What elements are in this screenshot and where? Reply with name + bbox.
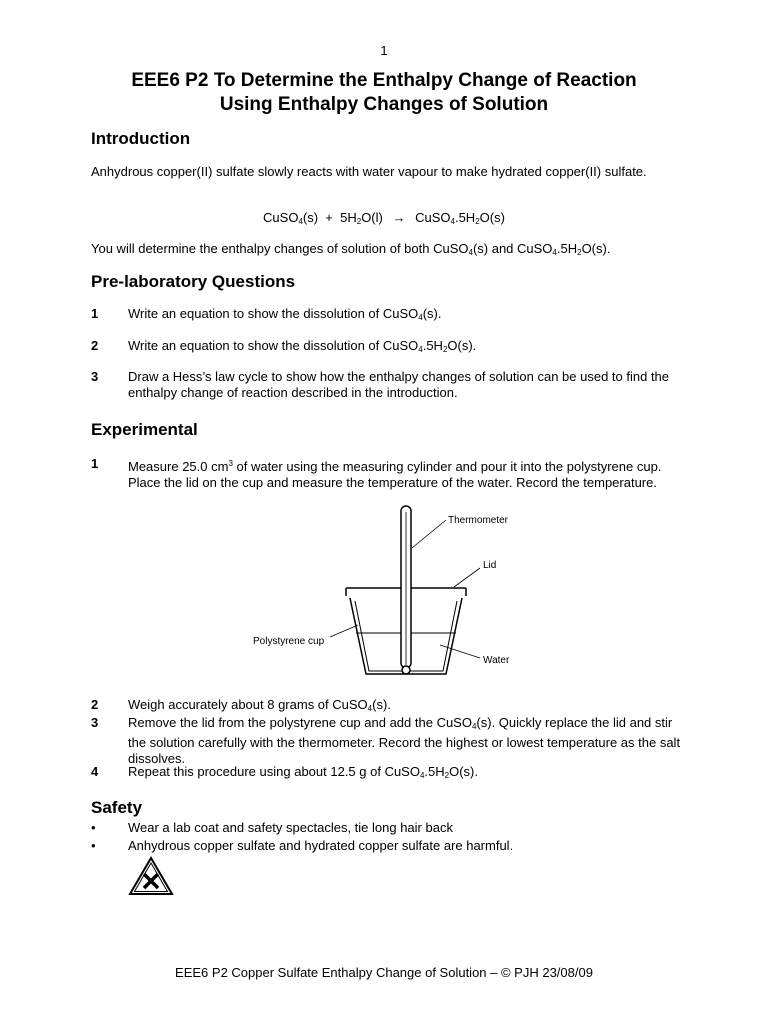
experimental-step-3: 3 Remove the lid from the polystyrene cup and add the CuSO$_4$(s). Quickly replace the lid and stir the solution carefully with the thermometer. Record the highest or lowest temperature as the salt dissolves. — [91, 715, 681, 766]
prelab-heading: Pre-laboratory Questions — [91, 272, 296, 291]
experimental-step-1: 1 Measure 25.0 $cm^3$ of water using the measuring cylinder and pour it into the polystyrene cup. Place the lid on the cup and measure the temperature of the water. Record the temperature. — [91, 456, 662, 490]
prelab-question-2: 2 Write an equation to show the dissolution of $CuSO_4.5H_2O(s)$. — [91, 338, 477, 354]
prelab-question-1: 1 Write an equation to show the dissolution of CuSO$_4$(s). — [91, 306, 442, 322]
title-line-1: EEE6 P2 To Determine the Enthalpy Change of Reaction — [131, 70, 637, 91]
safety-bullet-1: • Wear a lab coat and safety spectacles, tie long hair back — [91, 820, 453, 835]
page-number: 1 — [380, 43, 388, 58]
title-line-2: Using Enthalpy Changes of Solution — [219, 94, 549, 115]
right-arrow-icon: → — [392, 210, 406, 225]
apparatus-diagram — [250, 500, 530, 685]
label-polystyrene-cup: Polystyrene cup — [253, 636, 325, 647]
thermometer-bulb — [402, 666, 410, 674]
introduction-heading: Introduction — [91, 129, 191, 148]
experimental-step-2: 2 Weigh accurately about 8 grams of CuSO$_4$(s). — [91, 697, 391, 713]
label-thermometer: Thermometer — [448, 515, 509, 526]
experimental-heading: Experimental — [91, 420, 198, 439]
reaction-equation: CuSO$_4$(s) + $5H_2O(l)$ → $CuSO_4.5H_2O(s)$ — [263, 210, 505, 226]
harmful-hazard-icon — [128, 856, 174, 896]
page-footer: EEE6 P2 Copper Sulfate Enthalpy Change of Solution – © PJH 23/08/09 — [175, 965, 593, 980]
safety-heading: Safety — [91, 798, 143, 817]
introduction-paragraph: Anhydrous copper(II) sulfate slowly reacts with water vapour to make hydrated copper(II) sulfate. — [91, 164, 647, 179]
introduction-objective: You will determine the enthalpy changes of solution of both CuSO$_4$(s) and $CuSO_4.5H_2O(s)$. — [91, 241, 611, 257]
label-lid: Lid — [483, 560, 497, 571]
prelab-question-3: 3 Draw a Hess’s law cycle to show how the enthalpy changes of solution can be used to find the enthalpy change of reaction described in the introduction. — [91, 369, 670, 400]
document-title — [0, 69, 768, 117]
label-water: Water — [483, 655, 510, 666]
safety-bullet-2: • Anhydrous copper sulfate and hydrated copper sulfate are harmful. — [91, 838, 514, 853]
experimental-step-4: 4 Repeat this procedure using about 12.5 g of $CuSO_4.5H_2O(s)$. — [91, 764, 478, 780]
